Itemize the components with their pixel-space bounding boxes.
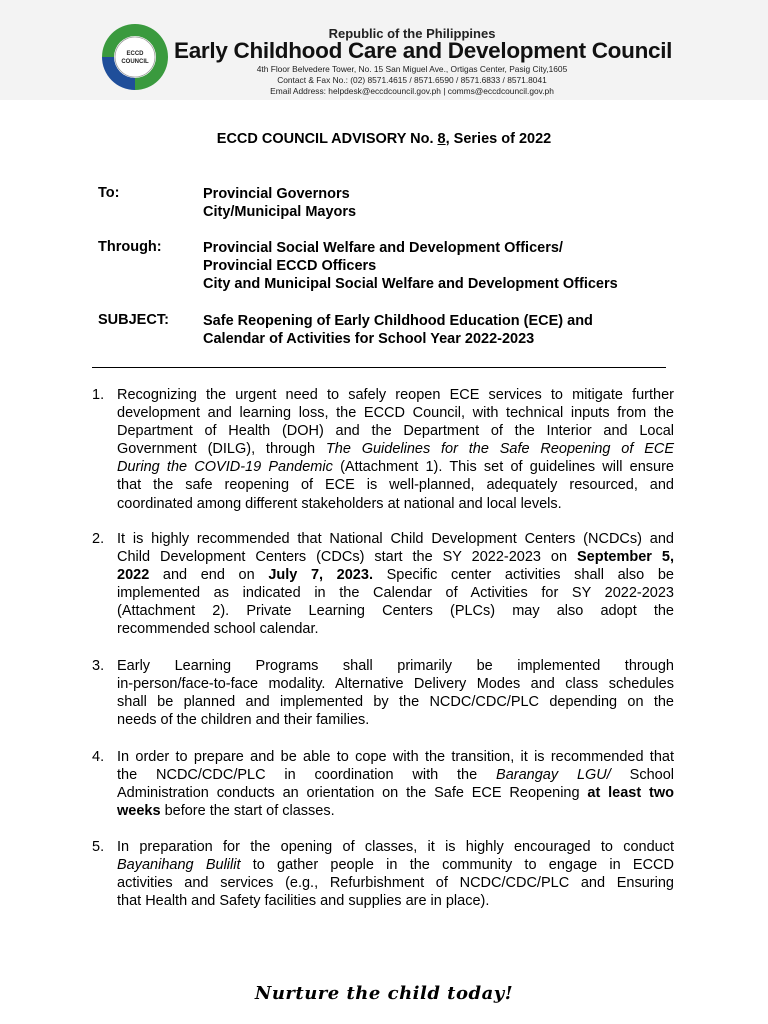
paragraph-1 <box>92 386 674 513</box>
through-recipient: City and Municipal Social Welfare and Development Officers <box>203 276 618 292</box>
paragraph-line: development and learning loss, the ECCD Council, with technical inputs from the <box>117 405 674 422</box>
through-recipients <box>203 239 618 293</box>
through-recipient: Provincial Social Welfare and Development Officers/ <box>203 240 563 256</box>
paragraph-line: weeks before the start of classes. <box>117 803 335 820</box>
paragraph-line: the NCDC/CDC/PLC in coordination with the Barangay LGU/ School <box>117 767 674 784</box>
eccd-council-logo <box>100 22 170 92</box>
paragraph-line: shall be planned and implemented by the NCDC/CDC/PLC depending on the <box>117 694 674 711</box>
paragraph-line: Administration conducts an orientation on the Safe ECE Reopening at least two <box>117 785 674 802</box>
paragraph-line: It is highly recommended that National Child Development Centers (NCDCs) and <box>117 531 674 547</box>
through-label: Through: <box>98 239 162 255</box>
paragraph-line: recommended school calendar. <box>117 621 319 638</box>
paragraph-number: 4. <box>92 749 105 765</box>
footer-motto: Nurture the child today! <box>254 983 514 1004</box>
paragraph-line: Department of Health (DOH) and the Department of the Interior and Local <box>117 423 674 440</box>
paragraph-number: 5. <box>92 839 105 855</box>
paragraph-2 <box>92 530 674 639</box>
advisory-title <box>0 131 768 147</box>
paragraph-line: Recognizing the urgent need to safely reopen ECE services to mitigate further <box>117 387 674 403</box>
paragraph-3 <box>92 657 674 729</box>
subject-line: Calendar of Activities for School Year 2022-2023 <box>203 331 535 347</box>
bayanihang-bulilit: Bayanihang Bulilit <box>117 857 241 874</box>
paragraph-line: Government (DILG), through The Guidelines for the Safe Reopening of ECE <box>117 441 675 458</box>
republic-heading: Republic of the Philippines <box>328 26 496 41</box>
council-email: Email Address: helpdesk@eccdcouncil.gov.ph | comms@eccdcouncil.gov.ph <box>270 86 554 96</box>
advisory-number: 8 <box>437 131 446 147</box>
barangay-lgu: Barangay LGU/ <box>496 767 611 784</box>
header-divider <box>92 367 666 368</box>
paragraph-4 <box>92 748 674 820</box>
council-address: 4th Floor Belvedere Tower, No. 15 San Miguel Ave., Ortigas Center, Pasig City,1605 <box>256 64 568 74</box>
end-date: July 7, 2023. <box>268 567 373 584</box>
paragraph-line: coordinated among different stakeholders at national and local levels. <box>117 495 562 512</box>
to-recipient: Provincial Governors <box>203 186 350 202</box>
paragraph-line: Child Development Centers (CDCs) start the SY 2022-2023 on September 5, <box>117 549 674 566</box>
to-recipients <box>203 185 356 221</box>
subject-line: Safe Reopening of Early Childhood Education (ECE) and <box>203 313 593 329</box>
start-year: 2022 <box>117 567 150 584</box>
svg-text:ECCD: ECCD <box>126 51 144 57</box>
paragraph-5 <box>92 838 674 910</box>
paragraph-line: In preparation for the opening of classes, it is highly encouraged to conduct <box>117 839 674 855</box>
subject-label: SUBJECT: <box>98 312 169 328</box>
paragraph-number: 2. <box>92 531 105 547</box>
paragraph-line: that Health and Safety facilities and supplies are in place). <box>117 893 490 910</box>
start-date: September 5, <box>577 549 674 566</box>
paragraph-line: that the safe reopening of ECE is well-planned, adequately resourced, and <box>117 477 674 494</box>
orientation-timing: at least two <box>587 785 674 802</box>
paragraph-line: activities and services (e.g., Refurbishment of NCDC/CDC/PLC and Ensuring <box>117 875 674 892</box>
paragraph-number: 3. <box>92 658 105 674</box>
svg-text:COUNCIL: COUNCIL <box>121 59 149 65</box>
orientation-timing-cont: weeks <box>117 803 161 820</box>
paragraph-line: needs of the children and their families. <box>117 712 370 729</box>
paragraph-line: Early Learning Programs shall primarily be implemented through <box>117 658 674 674</box>
advisory-prefix: ECCD COUNCIL ADVISORY No. <box>216 131 438 147</box>
paragraph-line: Bayanihang Bulilit to gather people in the community to engage in ECCD <box>117 857 674 874</box>
paragraph-line: In order to prepare and be able to cope with the transition, it is recommended that <box>117 749 674 765</box>
to-recipient: City/Municipal Mayors <box>203 204 357 220</box>
paragraph-line: implemented as indicated in the Calendar of Activities for SY 2022-2023 <box>117 585 674 602</box>
letterhead <box>0 0 768 100</box>
paragraph-line: 2022 and end on July 7, 2023. Specific center activities shall also be <box>117 567 674 584</box>
council-name: Early Childhood Care and Development Council <box>174 38 673 63</box>
paragraph-line: During the COVID-19 Pandemic (Attachment 1). This set of guidelines will ensure <box>117 459 674 476</box>
to-label: To: <box>98 185 120 201</box>
paragraph-line: (Attachment 2). Private Learning Centers (PLCs) may also adopt the <box>117 603 674 620</box>
guidelines-title-cont: During the COVID-19 Pandemic <box>117 459 333 476</box>
advisory-suffix: , Series of 2022 <box>445 131 552 147</box>
paragraph-line: in-person/face-to-face modality. Alternative Delivery Modes and class schedules <box>117 676 674 693</box>
through-recipient: Provincial ECCD Officers <box>203 258 377 274</box>
council-contact: Contact & Fax No.: (02) 8571.4615 / 8571.6590 / 8571.6833 / 8571.8041 <box>277 75 547 85</box>
guidelines-title: The Guidelines for the Safe Reopening of ECE <box>325 441 675 458</box>
subject-text <box>203 312 593 348</box>
paragraph-number: 1. <box>92 387 105 403</box>
